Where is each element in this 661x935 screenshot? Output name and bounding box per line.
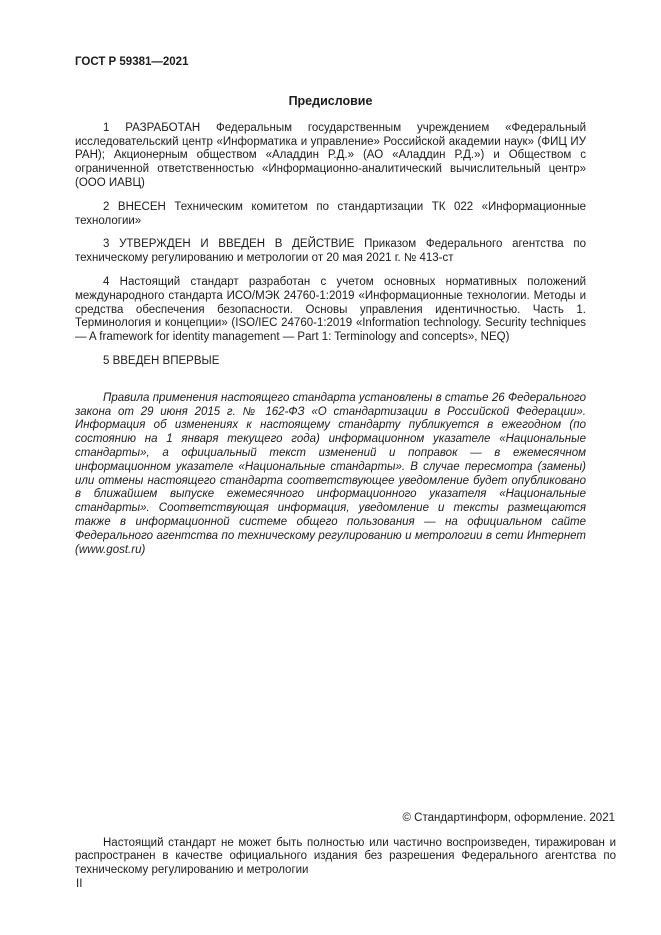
copyright-notice: © Стандартинформ, оформление. 2021 (402, 811, 615, 824)
foreword-paragraph-submitted: 2 ВНЕСЕН Техническим комитетом по стандартизации ТК 022 «Информационные технологии» (75, 200, 586, 227)
page-number: II (76, 877, 83, 890)
page-content (75, 56, 586, 557)
foreword-title: Предисловие (288, 93, 373, 108)
foreword-paragraph-international-basis: 4 Настоящий стандарт разработан с учетом основных нормативных положений международного стандарта ИСО/МЭК 24760-1:2019 «Информационные технологии. Методы и средства обеспечения безопасности. Основы управления идентичностью. Часть 1. Терминология и концепции» (ISO/IEC 24760-1:2019 «Information technology. Security techniques — A framework for identity management — Part 1: Terminology and concepts», NEQ) (75, 275, 586, 344)
doc-number: ГОСТ Р 59381—2021 (75, 56, 189, 68)
foreword-paragraph-approved: 3 УТВЕРЖДЕН И ВВЕДЕН В ДЕЙСТВИЕ Приказом Федерального агентства по техническому регулированию и метрологии от 20 мая 2021 г. № 413-ст (75, 238, 586, 265)
reproduction-notice: Настоящий стандарт не может быть полностью или частично воспроизведен, тиражирован и распространен в качестве официального издания без разрешения Федерального агентства по техническому регулированию и метрологии (75, 836, 616, 877)
foreword-paragraph-first-edition: 5 ВВЕДЕН ВПЕРВЫЕ (103, 354, 220, 367)
legal-note: Правила применения настоящего стандарта установлены в статье 26 Федерального закона от 29 июня 2015 г. № 162-ФЗ «О стандартизации в Российской Федерации». Информация об изменениях к настоящему стандарту публикуется в ежегодном (по состоянию на 1 января текущего года) информационном указателе «Национальные стандарты», а официальный текст изменений и поправок — в ежемесячном информационном указателе «Национальные стандарты». В случае пересмотра (замены) или отмены настоящего стандарта соответствующее уведомление будет опубликовано в ближайшем выпуске ежемесячного информационного указателя «Национальные стандарты». Соответствующая информация, уведомление и тексты размещаются также в информационной системе общего пользования — на официальном сайте Федерального агентства по техническому регулированию и метрологии в сети Интернет (www.gost.ru) (75, 391, 586, 556)
foreword-paragraph-developed: 1 РАЗРАБОТАН Федеральным государственным учреждением «Федеральный исследовательский центр «Информатика и управление» Российской академии наук» (ФИЦ ИУ РАН); Акционерным обществом «Аладдин Р.Д.» (АО «Аладдин Р.Д.») и Обществом с ограниченной ответственностью «Информационно-аналитический вычислительный центр» (ООО ИАВЦ) (75, 121, 586, 189)
